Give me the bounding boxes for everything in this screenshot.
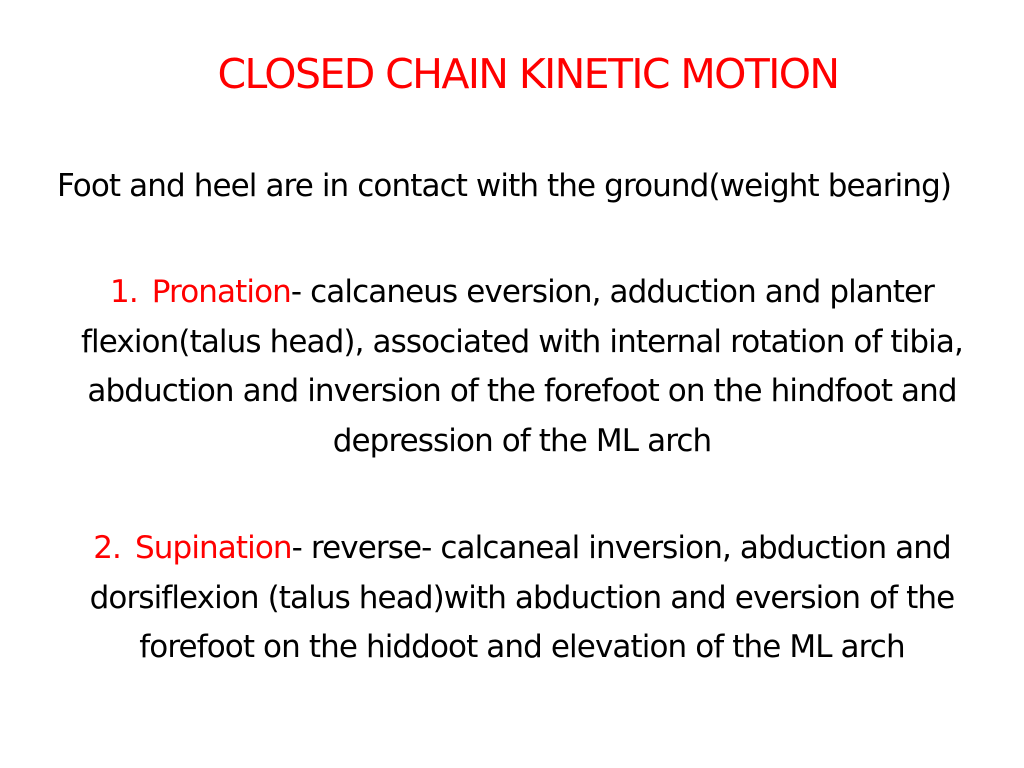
slide-title: CLOSED CHAIN KINETIC MOTION — [217, 50, 839, 98]
term-pronation: Pronation — [151, 274, 291, 310]
list-number: 2. — [93, 530, 122, 566]
intro-text: Foot and heel are in contact with the ground(weight bearing) — [56, 168, 952, 204]
list-number: 1. — [110, 274, 138, 310]
list-item-supination — [40, 524, 1004, 673]
description-pronation: - calcaneus eversion, adduction and planter flexion(talus head), associated with internal rotation of tibia, abduction and inversion of the forefoot on the hindfoot and depression of the ML arch — [81, 274, 963, 459]
description-supination: - reverse- calcaneal inversion, abduction and dorsiflexion (talus head)with abduction and eversion of the forefoot on the hiddoot and elevation of the ML arch — [89, 530, 955, 665]
list-item-pronation — [40, 268, 1004, 466]
term-supination: Supination — [135, 530, 292, 566]
